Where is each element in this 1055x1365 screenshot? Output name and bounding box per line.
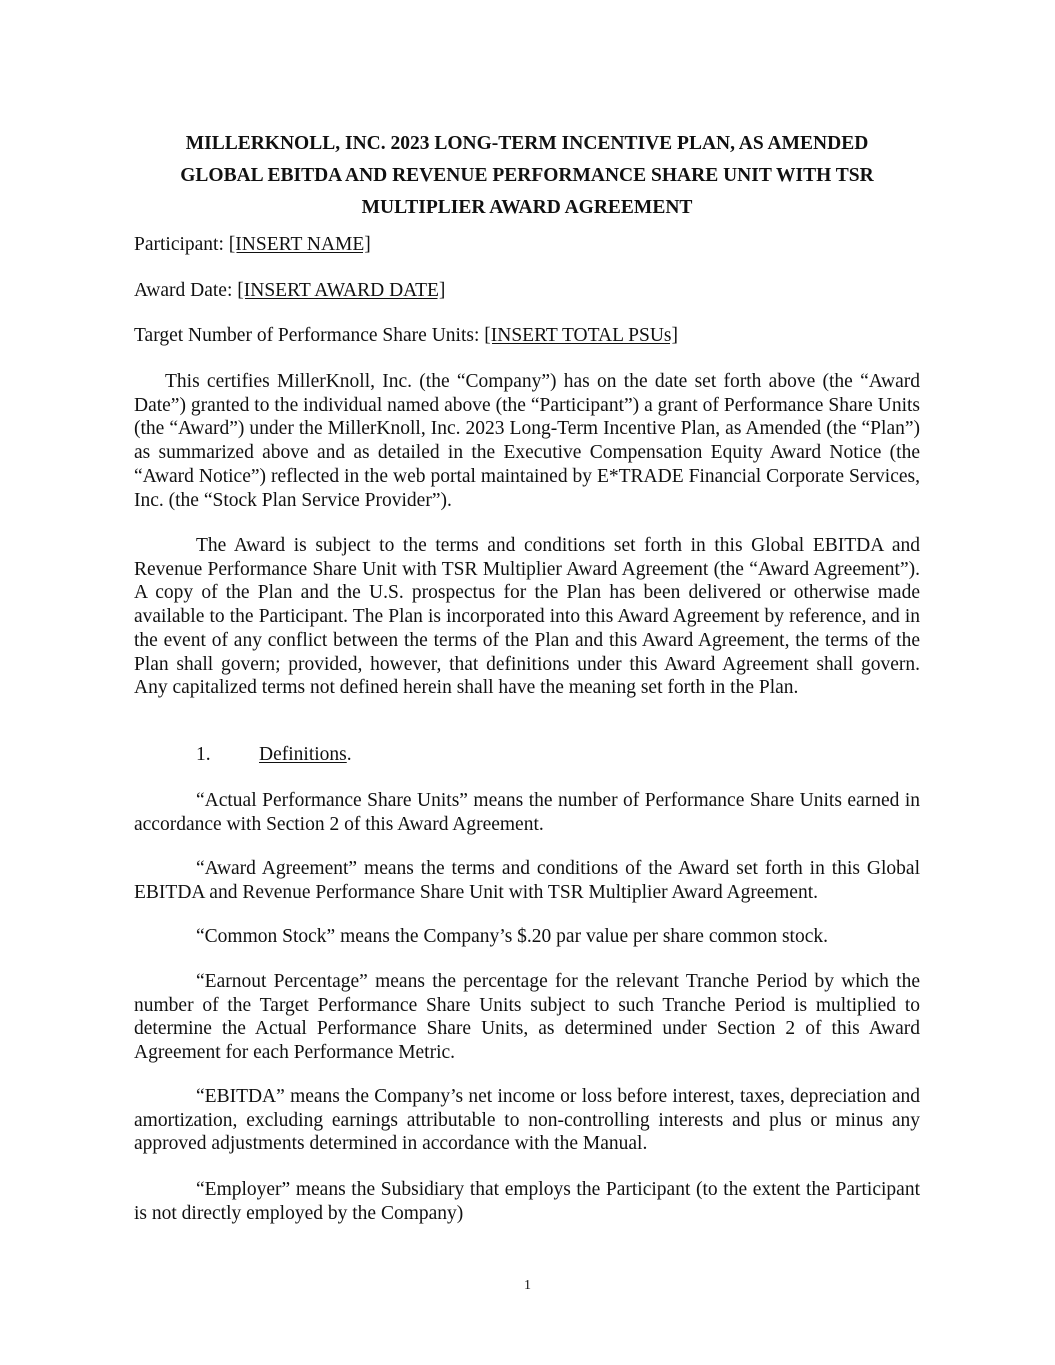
section-heading-text: Definitions: [259, 744, 347, 765]
definition-actual-psu: “Actual Performance Share Units” means the number of Performance Share Units earned in accordance with Section 2 of this Award Agreement.: [134, 790, 920, 835]
section-heading-period: .: [346, 744, 352, 765]
section-heading-definitions: [196, 743, 352, 767]
definition-ebitda: “EBITDA” means the Company’s net income or loss before interest, taxes, depreciation and amortization, excluding earnings attributable to non-controlling interests and plus or minus any approved adjustments determined in accordance with the Manual.: [134, 1086, 920, 1155]
definition-common-stock: “Common Stock” means the Company’s $.20 par value per share common stock.: [196, 926, 828, 947]
definition-award-agreement: “Award Agreement” means the terms and conditions of the Award set forth in this Global EBITDA and Revenue Performance Share Unit with TSR Multiplier Award Agreement.: [134, 858, 920, 903]
section-number: 1.: [196, 744, 211, 765]
page-number: 1: [524, 1278, 531, 1293]
document-title: [134, 128, 920, 224]
participant-label: Participant:: [134, 234, 229, 255]
subject-paragraph: The Award is subject to the terms and conditions set forth in this Global EBITDA and Revenue Performance Share Unit with TSR Multiplier Award Agreement (the “Award Agreement”). A copy of the Plan and the U.S. prospectus for the Plan has been delivered or otherwise made available to the Participant. The Plan is incorporated into this Award Agreement by reference, and in the event of any conflict between the terms of the Plan and this Award Agreement, the terms of the Plan shall govern; provided, however, that definitions under this Award Agreement shall govern. Any capitalized terms not defined herein shall have the meaning set forth in the Plan.: [134, 535, 920, 699]
title-line-2: GLOBAL EBITDA AND REVENUE PERFORMANCE SHARE UNIT WITH TSR: [180, 165, 874, 186]
title-line-1: MILLERKNOLL, INC. 2023 LONG-TERM INCENTIVE PLAN, AS AMENDED: [185, 133, 869, 154]
intro-paragraph: This certifies MillerKnoll, Inc. (the “Company”) has on the date set forth above (the “Award Date”) granted to the individual named above (the “Participant”) a grant of Performance Share Units (the “Award”) under the MillerKnoll, Inc. 2023 Long-Term Incentive Plan, as Amended (the “Plan”) as summarized above and as detailed in the Executive Compensation Equity Award Notice (the “Award Notice”) reflected in the web portal maintained by E*TRADE Financial Corporate Services, Inc. (the “Stock Plan Service Provider”).: [134, 371, 920, 511]
award-date-value: [INSERT AWARD DATE]: [237, 280, 446, 301]
definition-employer: “Employer” means the Subsidiary that employs the Participant (to the extent the Participant is not directly employed by the Company): [134, 1179, 920, 1224]
target-psu-label: Target Number of Performance Share Units:: [134, 325, 485, 346]
target-psu-field: [134, 324, 678, 348]
award-date-label: Award Date:: [134, 280, 238, 301]
title-line-3: MULTIPLIER AWARD AGREEMENT: [361, 197, 693, 218]
participant-value: [INSERT NAME]: [228, 234, 371, 255]
target-psu-value: [INSERT TOTAL PSUs]: [484, 325, 678, 346]
participant-field: [134, 233, 371, 257]
award-date-field: [134, 279, 445, 303]
definition-earnout-percentage: “Earnout Percentage” means the percentage for the relevant Tranche Period by which the number of the Target Performance Share Units subject to such Tranche Period is multiplied to determine the Actual Performance Share Units, as determined under Section 2 of this Award Agreement for each Performance Metric.: [134, 971, 920, 1064]
